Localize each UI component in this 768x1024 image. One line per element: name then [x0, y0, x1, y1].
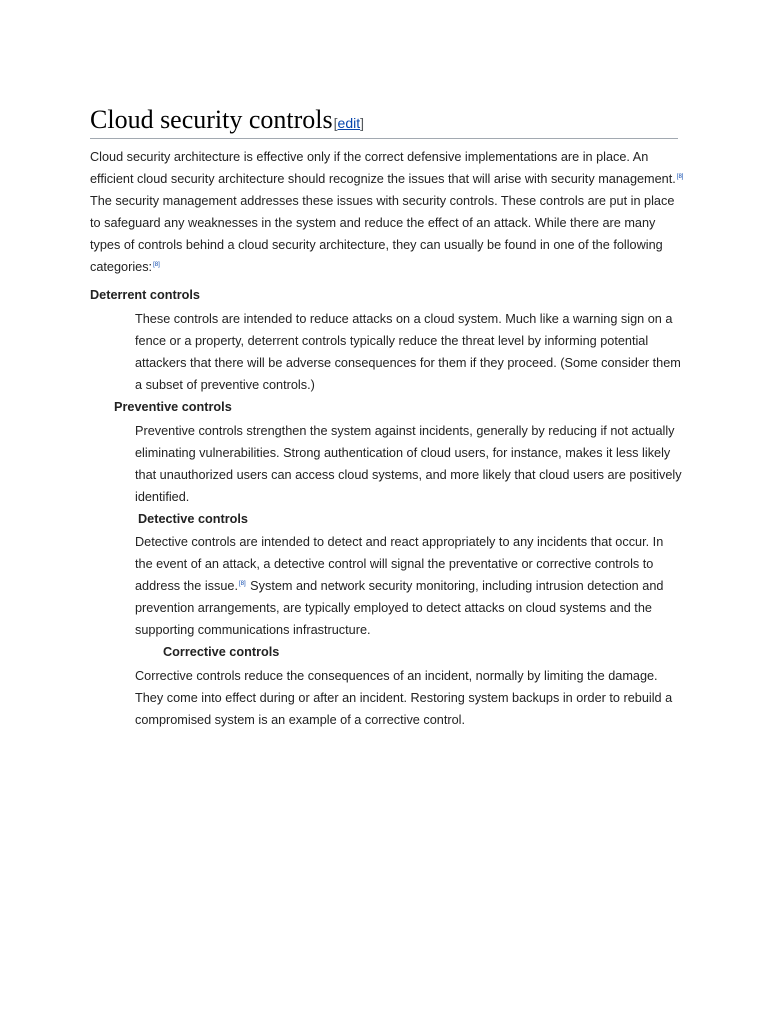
detective-text-1: Detective controls are intended to detect and react appropriately to any incidents that occur. In the event of an attack, a detective control will signal the preventative or corrective controls to address the issue.: [135, 535, 664, 593]
definition-corrective-controls: Corrective controls reduce the consequences of an incident, normally by limiting the damage. They come into effect during or after an incident. Restoring system backups in order to rebuild a compromised system is an example of a corrective control.: [135, 669, 673, 727]
definition-deterrent-controls: These controls are intended to reduce attacks on a cloud system. Much like a warning sign on a fence or a property, deterrent controls typically reduce the threat level by informing potential attackers that there will be adverse consequences for them if they proceed. (Some consider them a subset of preventive controls.): [135, 312, 681, 392]
intro-paragraph: [90, 146, 686, 278]
citation-link[interactable]: [8]: [153, 262, 160, 268]
section-heading: [90, 104, 678, 139]
detective-text-2: System and network security monitoring, including intrusion detection and prevention arrangements, are typically employed to detect attacks on cloud systems and the supporting communications infrastructure.: [135, 579, 664, 637]
citation-link[interactable]: [8]: [676, 174, 684, 180]
definition-detective-controls: [135, 531, 683, 641]
definition-preventive-controls: Preventive controls strengthen the system against incidents, generally by reducing if not actually eliminating vulnerabilities. Strong authentication of cloud users, for instance, makes it less likely that unauthorized users can access cloud systems, and more likely that cloud users are positively identified.: [135, 424, 682, 504]
edit-bracket-open: [: [333, 115, 338, 131]
intro-text-2: The security management addresses these issues with security controls. These controls are put in place to safeguard any weaknesses in the system and reduce the effect of an attack. While there are many types of controls behind a cloud security architecture, they can usually be found in one of the following categories:: [90, 194, 675, 274]
term-preventive-controls: Preventive controls: [114, 400, 232, 414]
citation-link[interactable]: [8]: [238, 581, 246, 587]
term-corrective-controls: Corrective controls: [163, 645, 280, 659]
section-title: Cloud security controls: [90, 105, 333, 134]
edit-link[interactable]: edit: [337, 115, 361, 131]
edit-bracket-close: ]: [360, 115, 364, 131]
term-deterrent-controls: Deterrent controls: [90, 288, 200, 302]
term-detective-controls: Detective controls: [138, 512, 248, 526]
edit-section: [334, 115, 364, 131]
intro-text-1: Cloud security architecture is effective only if the correct defensive implementations are in place. An efficient cloud security architecture should recognize the issues that will arise with security management.: [90, 150, 676, 186]
